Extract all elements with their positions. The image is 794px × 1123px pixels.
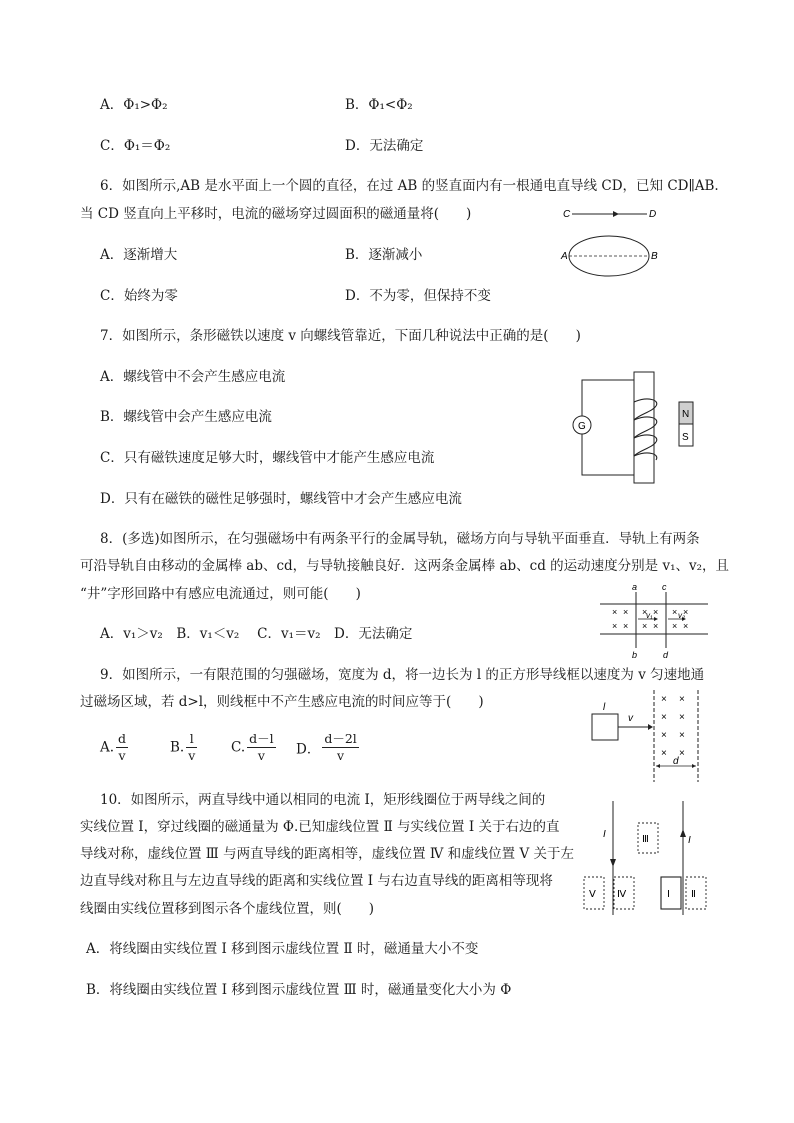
- q6-current-arrow: [613, 211, 619, 217]
- q9-cross: ×: [679, 748, 685, 759]
- q9-label-d: d: [673, 756, 679, 767]
- q7-option-a: A．螺线管中不会产生感应电流: [100, 369, 286, 385]
- q8-cross: ×: [623, 621, 629, 631]
- q6-label-b: B: [651, 251, 658, 262]
- q7-stem: 7．如图所示，条形磁铁以速度 v 向螺线管靠近，下面几种说法中正确的是( ): [100, 328, 581, 344]
- q8-stem-line2: 可沿导轨自由移动的金属棒 ab、cd，与导轨接触良好．这两条金属棒 ab、cd 的运动速度分别是 v₁、v₂，且: [80, 558, 730, 574]
- q9-option-b-num: l: [186, 731, 197, 748]
- q10-label-4: Ⅳ: [617, 889, 627, 900]
- q9-option-a: [100, 731, 130, 764]
- q10-stem-line1: 10．如图所示，两直导线中通以相同的电流 I，矩形线圈位于两导线之间的: [100, 792, 546, 808]
- q6-label-d: D: [649, 209, 657, 220]
- q8-cross: ×: [672, 621, 678, 631]
- q9-option-c-num: d－l: [249, 731, 274, 746]
- q6-stem-line1: 6．如图所示,AB 是水平面上一个圆的直径，在过 AB 的竖直面内有一根通电直导线 CD，已知 CD∥AB.: [100, 178, 719, 194]
- q9-square-loop: [592, 714, 618, 740]
- q9-option-b-label: B.: [170, 739, 185, 756]
- q8-cross: ×: [653, 621, 659, 631]
- q7-option-c: C．只有磁铁速度足够大时，螺线管中才能产生感应电流: [100, 450, 435, 466]
- q9-cross: ×: [679, 694, 685, 705]
- q6-label-c: C: [563, 209, 571, 220]
- q8-figure: [598, 582, 713, 662]
- q9-figure: [588, 686, 713, 786]
- q10-label-2: Ⅱ: [691, 889, 696, 900]
- q9-cross: ×: [679, 730, 685, 741]
- q6-stem-line2: 当 CD 竖直向上平移时，电流的磁场穿过圆面积的磁通量将( ): [80, 206, 472, 222]
- q8-cross: ×: [612, 621, 618, 631]
- q8-cross: ×: [683, 607, 689, 617]
- q9-cross: ×: [661, 730, 667, 741]
- q9-stem-line2: 过磁场区域，若 d>l，则线框中不产生感应电流的时间应等于( ): [80, 694, 484, 710]
- q8-label-d: d: [663, 650, 669, 660]
- q9-cross: ×: [679, 712, 685, 723]
- q6-figure: [555, 200, 675, 285]
- q8-cross: ×: [653, 607, 659, 617]
- q8-options: A．v₁＞v₂ B．v₁＜v₂ C．v₁＝v₂ D．无法确定: [100, 626, 413, 642]
- q10-label-3: Ⅲ: [642, 834, 649, 845]
- q9-option-c-label: C.: [231, 739, 246, 756]
- q8-stem-line1: 8．(多选)如图所示，在匀强磁场中有两条平行的金属导轨，磁场方向与导轨平面垂直．导轨上有两条: [100, 531, 700, 547]
- q7-label-s: S: [682, 432, 689, 443]
- q9-label-v: v: [628, 713, 633, 724]
- q9-option-d-num: d－2l: [324, 731, 357, 746]
- q9-cross: ×: [661, 748, 667, 759]
- q10-stem-line3: 导线对称，虚线位置 Ⅲ 与两直导线的距离相等，虚线位置 Ⅳ 和虚线位置 Ⅴ 关于左: [80, 846, 575, 862]
- q9-field-crosses: [661, 694, 685, 759]
- q10-option-a: A．将线圈由实线位置 Ⅰ 移到图示虚线位置 Ⅱ 时，磁通量大小不变: [86, 941, 479, 957]
- q8-cross: ×: [683, 621, 689, 631]
- q9-option-a-den: v: [118, 748, 126, 763]
- q7-solenoid-core: [634, 372, 654, 483]
- q10-option-b: B．将线圈由实线位置 Ⅰ 移到图示虚线位置 Ⅲ 时，磁通量变化大小为 Φ: [86, 982, 512, 998]
- q9-stem-line1: 9．如图所示，一有限范围的匀强磁场，宽度为 d，将一边长为 l 的正方形导线框以速度为 v 匀速地通: [100, 667, 705, 683]
- q6-option-c: C．始终为零: [100, 288, 178, 304]
- q9-option-d-label: D．: [296, 741, 321, 758]
- q10-stem-line4: 边直导线对称且与左边直导线的距离和实线位置 Ⅰ 与右边直导线的距离相等现将: [80, 873, 553, 889]
- q8-label-v1: v₁: [646, 611, 653, 620]
- q9-option-b: [170, 731, 199, 764]
- q7-option-b: B．螺线管中会产生感应电流: [100, 409, 272, 425]
- q10-label-1: Ⅰ: [667, 889, 670, 900]
- q6-option-d: D．不为零，但保持不变: [345, 288, 491, 304]
- q9-cross: ×: [661, 694, 667, 705]
- q10-figure: [578, 795, 718, 920]
- q10-label-5: Ⅴ: [589, 889, 596, 900]
- q10-stem-line2: 实线位置 Ⅰ，穿过线圈的磁通量为 Φ.已知虚线位置 Ⅱ 与实线位置 Ⅰ 关于右边的直: [80, 819, 560, 835]
- prev-option-c: C．Φ₁＝Φ₂: [100, 138, 171, 154]
- q7-label-g: G: [578, 421, 586, 432]
- q9-option-d: [296, 731, 361, 764]
- q10-stem-line5: 线圈由实线位置移到图示各个虚线位置，则( ): [80, 901, 375, 917]
- q7-figure: [568, 370, 708, 485]
- q9-option-c: [231, 731, 278, 764]
- q9-option-b-den: v: [188, 748, 196, 763]
- q8-label-b: b: [632, 650, 638, 660]
- q7-option-d: D．只有在磁铁的磁性足够强时，螺线管中才会产生感应电流: [100, 491, 462, 507]
- q8-cross: ×: [672, 607, 678, 617]
- prev-option-b: B．Φ₁<Φ₂: [345, 97, 413, 113]
- q8-cross: ×: [642, 607, 648, 617]
- q10-position-1: [661, 877, 681, 909]
- q8-label-c: c: [662, 582, 667, 592]
- q9-label-l: l: [603, 702, 606, 713]
- q6-option-a: A．逐渐增大: [100, 247, 178, 263]
- q8-stem-line3: “井”字形回路中有感应电流通过，则可能( ): [80, 586, 361, 602]
- q6-label-a: A: [561, 251, 568, 262]
- prev-option-d: D．无法确定: [345, 138, 424, 154]
- q9-option-c-den: v: [257, 748, 265, 763]
- prev-option-a: A．Φ₁>Φ₂: [100, 97, 168, 113]
- q10-label-i-right: I: [688, 835, 691, 846]
- q10-position-2: [686, 877, 706, 909]
- q7-label-n: N: [682, 409, 690, 420]
- q9-option-a-label: A.: [100, 739, 115, 756]
- q9-option-a-num: d: [118, 731, 127, 746]
- q8-cross: ×: [642, 621, 648, 631]
- q8-cross: ×: [623, 607, 629, 617]
- q8-label-a: a: [632, 582, 638, 592]
- q9-cross: ×: [661, 712, 667, 723]
- q8-cross: ×: [612, 607, 618, 617]
- q6-option-b: B．逐渐减小: [345, 247, 423, 263]
- q8-label-v2: v₂: [678, 611, 686, 620]
- q10-label-i-left: I: [603, 829, 606, 840]
- q9-option-d-den: v: [337, 748, 345, 763]
